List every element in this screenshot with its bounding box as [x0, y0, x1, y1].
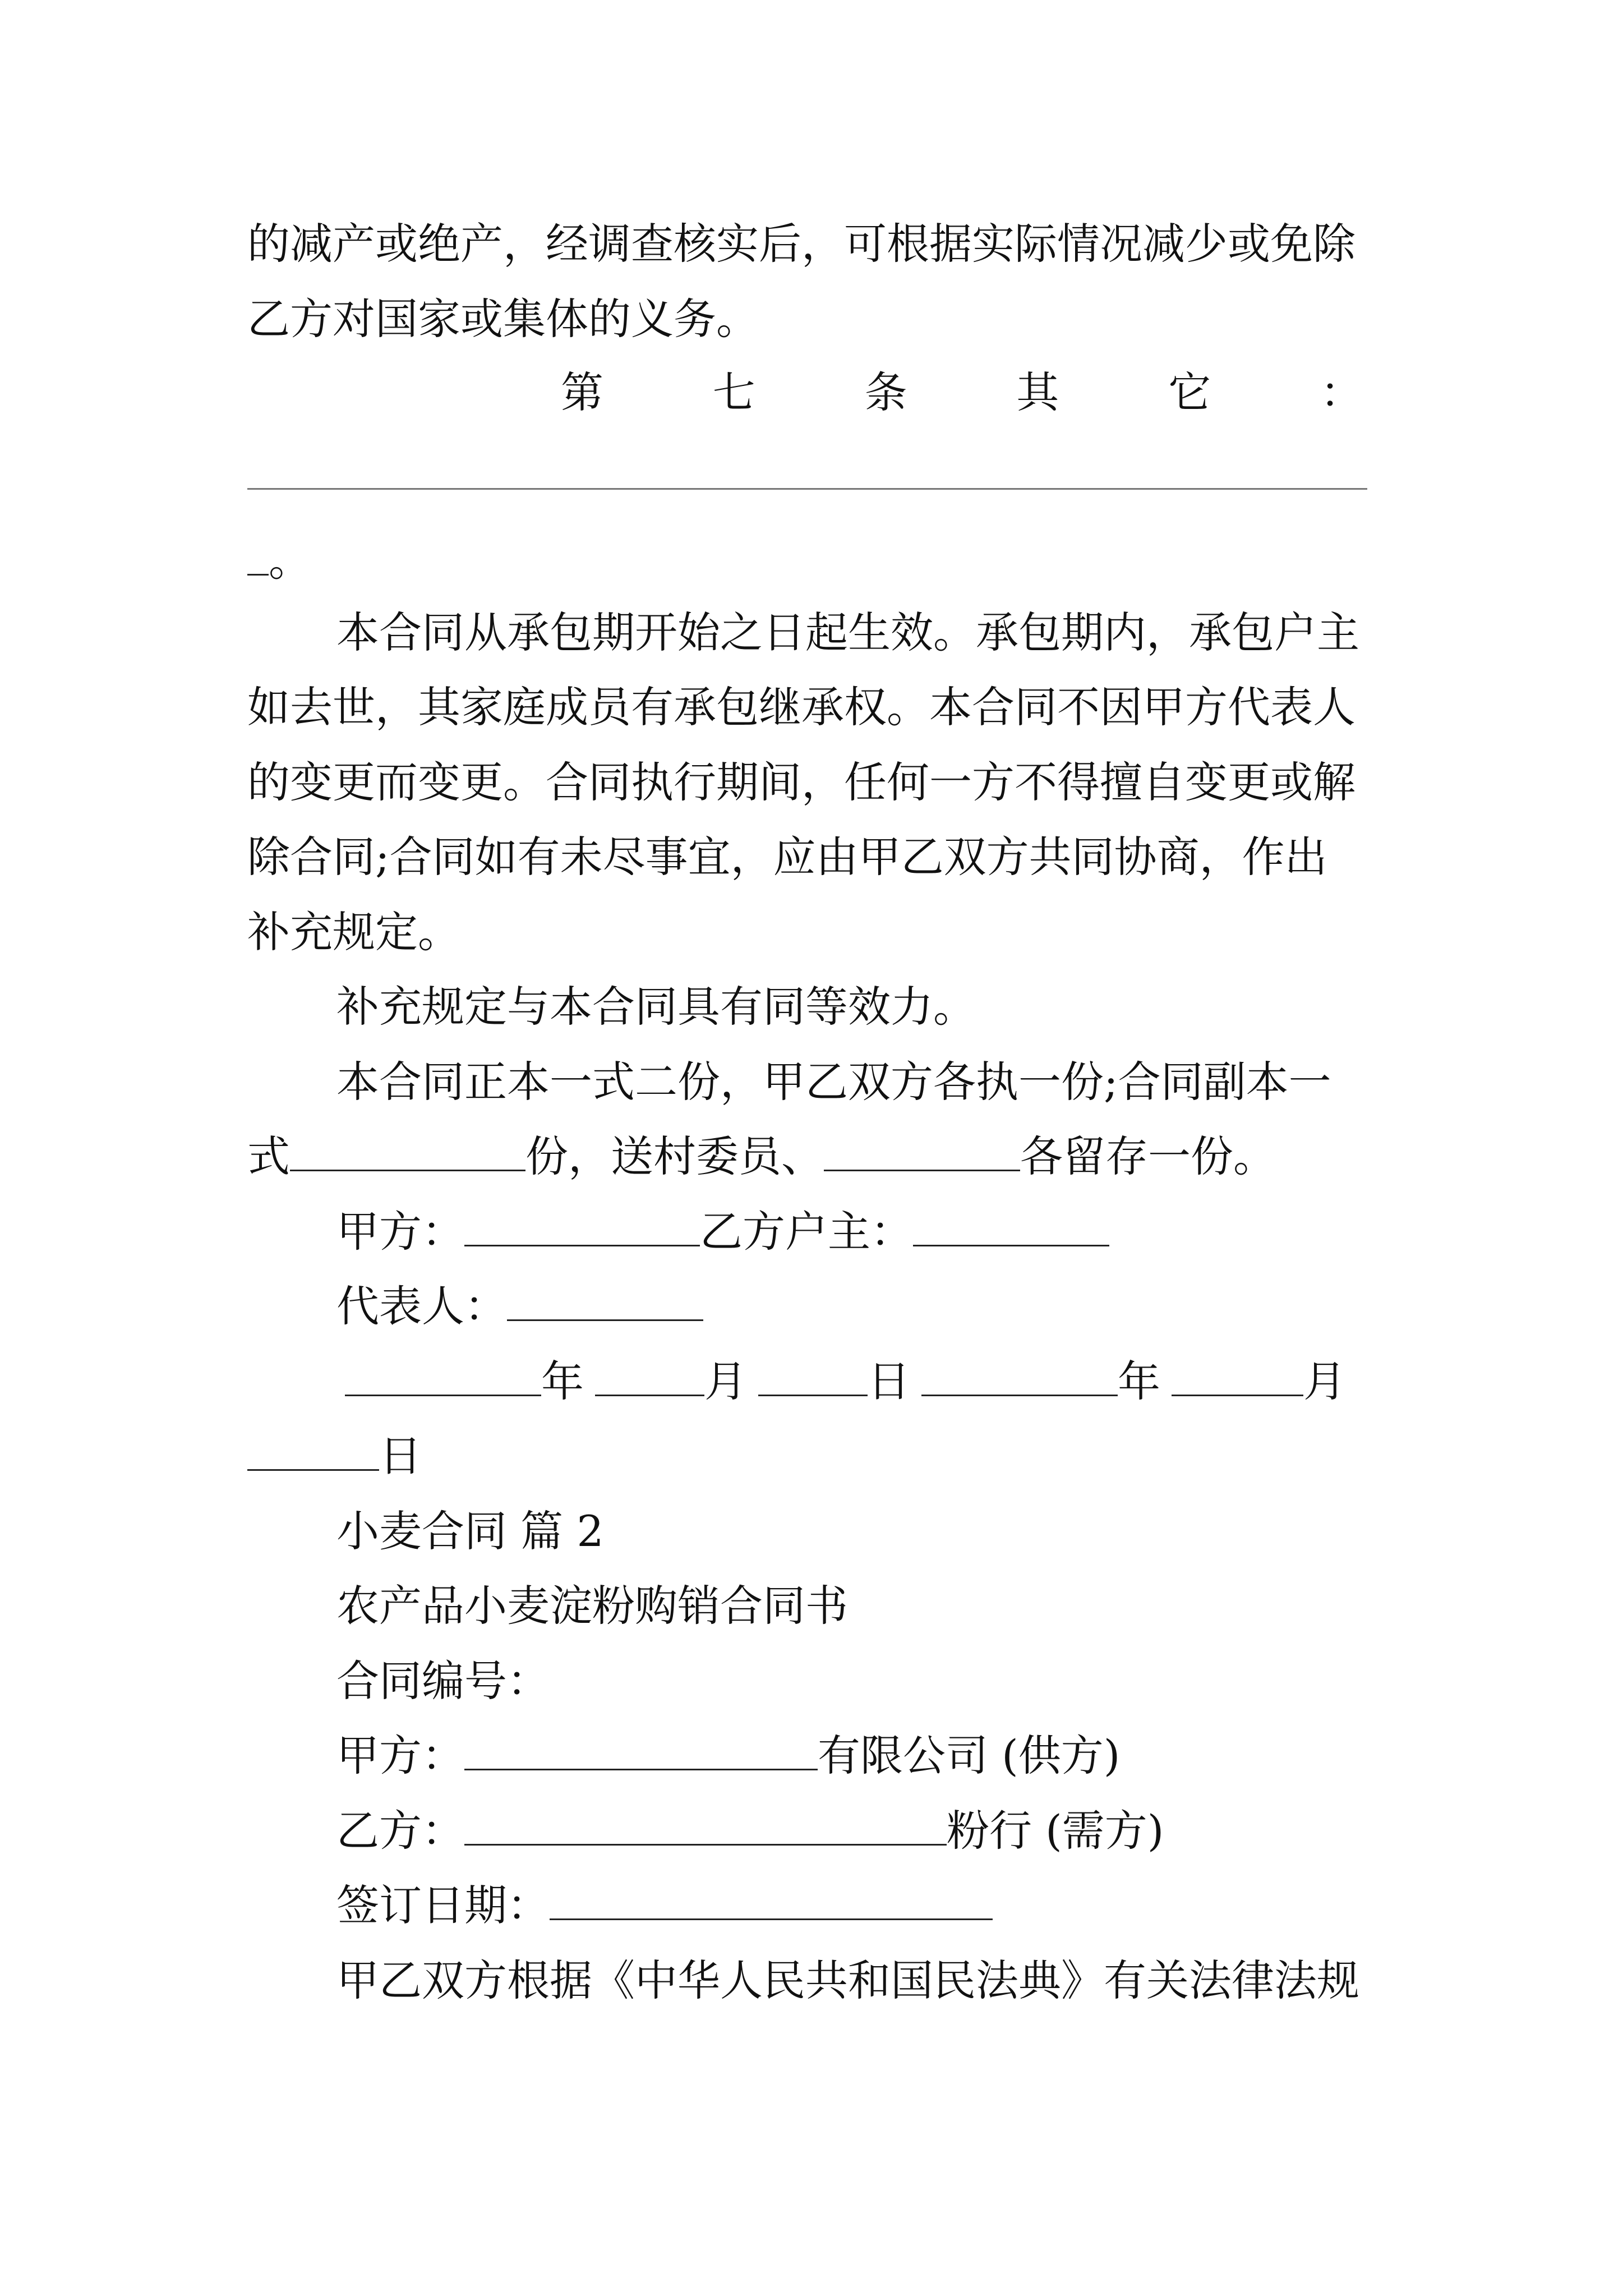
text-line: 乙方对国家或集体的义务。	[247, 294, 759, 344]
blank-field	[247, 533, 269, 576]
sign-date-label: 签订日期：	[336, 1880, 550, 1930]
text-line: 除合同;合同如有未尽事宜，应由甲乙双方共同协商，作出	[247, 832, 1327, 882]
blank-line	[247, 488, 1367, 490]
contract-title: 农产品小麦淀粉购销合同书	[336, 1581, 848, 1631]
section-heading: 小麦合同 篇 2	[336, 1506, 604, 1556]
blank-field	[595, 1354, 704, 1396]
day-label: 日	[379, 1431, 422, 1481]
heading-char: 条	[864, 367, 907, 417]
blank-field	[550, 1878, 993, 1920]
party-a-label: 甲方：	[336, 1207, 464, 1257]
text: 份，送村委员、	[525, 1131, 824, 1181]
text-line: 如去世，其家庭成员有承包继承权。本合同不因甲方代表人	[247, 682, 1355, 732]
signature-line	[336, 1278, 1623, 1335]
party-b-label: 乙方：	[336, 1806, 464, 1856]
text-line: 甲乙双方根据《中华人民共和国民法典》有关法律法规	[336, 1955, 1359, 2005]
text: 式	[247, 1131, 290, 1181]
text: 各留存一份。	[1020, 1131, 1276, 1181]
blank-field	[464, 1803, 947, 1846]
text-line	[247, 1129, 1623, 1185]
blank-field	[824, 1129, 1020, 1171]
party-a-suffix: 有限公司 (供方)	[818, 1731, 1121, 1780]
article-7-heading	[561, 365, 1363, 421]
signature-line	[336, 1204, 1623, 1260]
blank-field	[758, 1354, 868, 1396]
year-label: 年	[1118, 1356, 1160, 1406]
party-a-line	[336, 1728, 1623, 1784]
blank-field	[345, 1354, 541, 1396]
heading-char: 七	[712, 367, 755, 417]
blank-field	[464, 1204, 700, 1246]
party-b-suffix: 粉行 (需方)	[947, 1806, 1164, 1856]
month-label: 月	[1303, 1356, 1346, 1406]
blank-field	[1172, 1354, 1303, 1396]
month-label: 月	[704, 1356, 747, 1406]
heading-char: 第	[561, 367, 603, 417]
blank-field	[921, 1354, 1118, 1396]
blank-field	[507, 1279, 703, 1321]
blank-field	[464, 1728, 818, 1770]
date-line	[345, 1354, 1623, 1410]
heading-char: 它	[1168, 367, 1211, 417]
text-line: 补充规定。	[247, 907, 460, 957]
blank-field	[247, 1429, 379, 1471]
text-line	[247, 533, 1623, 589]
blank-field	[290, 1129, 525, 1171]
text-line: 的减产或绝产，经调查核实后，可根据实际情况减少或免除	[247, 219, 1355, 269]
sign-date-line	[336, 1878, 1623, 1934]
blank-field	[913, 1204, 1109, 1246]
day-label: 日	[868, 1356, 910, 1406]
heading-char: ：	[1320, 367, 1363, 417]
representative-label: 代表人：	[336, 1281, 507, 1331]
party-a-label: 甲方：	[336, 1731, 464, 1780]
text-line: 补充规定与本合同具有同等效力。	[336, 982, 976, 1032]
text-line: 本合同正本一式二份，甲乙双方各执一份;合同副本一	[336, 1057, 1331, 1107]
text-line: 的变更而变更。合同执行期间，任何一方不得擅自变更或解	[247, 757, 1355, 807]
date-line	[247, 1428, 1623, 1484]
year-label: 年	[541, 1356, 584, 1406]
party-b-line	[336, 1803, 1623, 1859]
period: 。	[269, 536, 311, 586]
contract-number-label: 合同编号：	[336, 1656, 550, 1706]
heading-char: 其	[1016, 367, 1059, 417]
party-b-owner-label: 乙方户主：	[700, 1207, 913, 1257]
text-line: 本合同从承包期开始之日起生效。承包期内，承包户主	[336, 608, 1359, 657]
